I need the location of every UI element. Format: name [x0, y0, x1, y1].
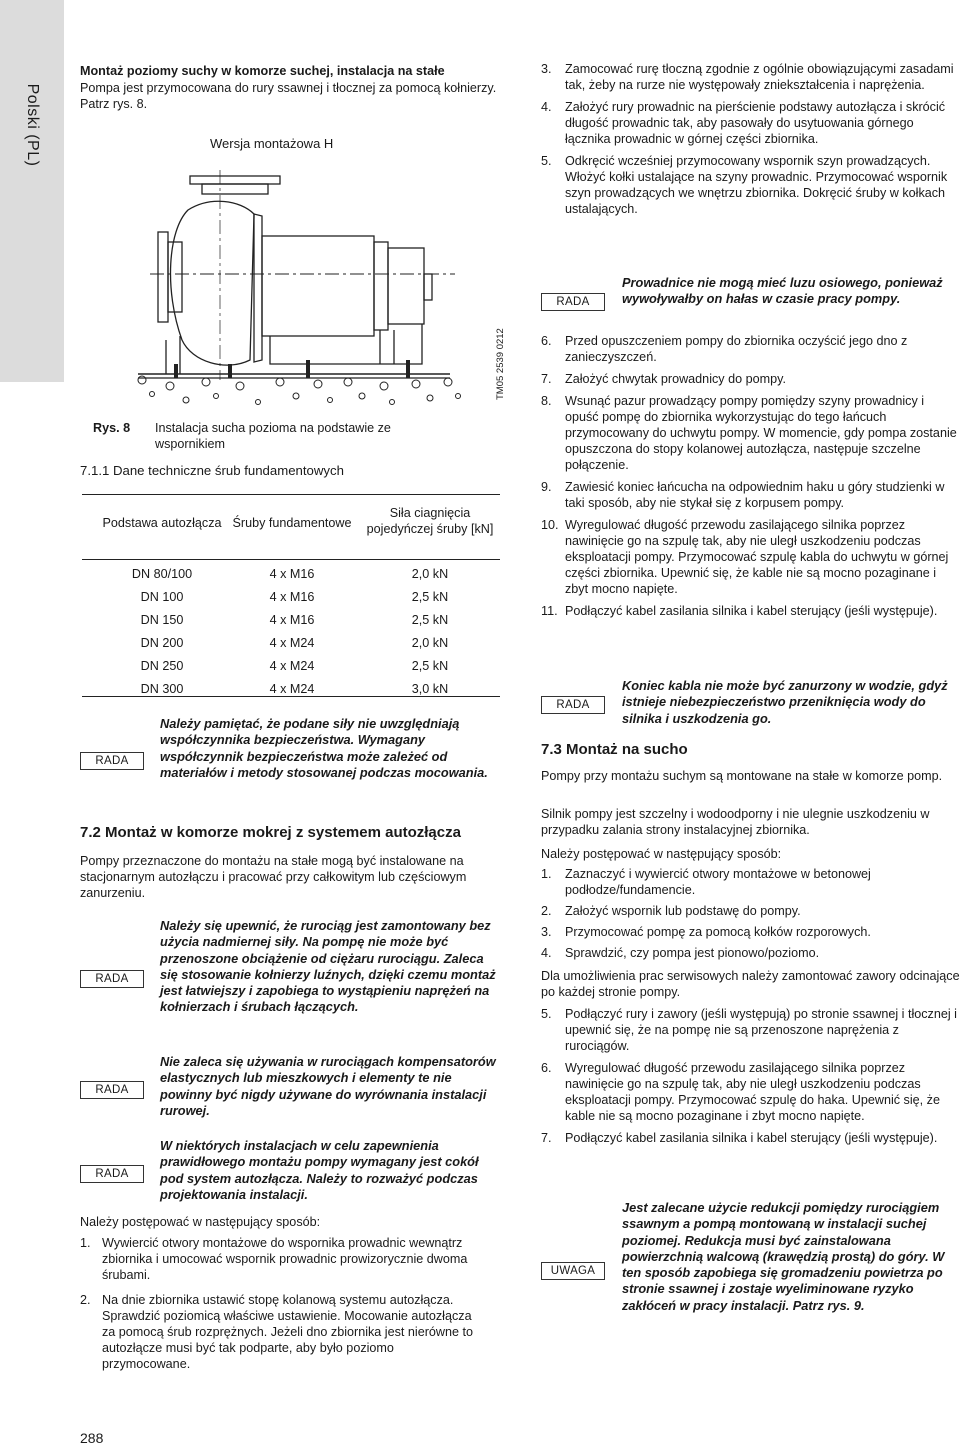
list-text: Wyregulować długość przewodu zasilającego silnika poprzez nawinięcie go na szpulę tak, aby nie uległ uszkodzeniu podczas eksploatacji pompy. Przymocować szpulę do haka. Upewnić się, że kable nie są mocno pozaginane i zbyt mocno napięte. [565, 1061, 940, 1123]
warning-text: W niektórych instalacjach w celu zapewnienia prawidłowego montażu pompy wymagany jest cokół pod system autozłącza. Należy to rozważyć podczas projektowania instalacji. [160, 1138, 479, 1202]
table-cell: 2,0 kN [411, 636, 449, 650]
list-number: 1. [541, 867, 552, 881]
list-number: 10. [541, 518, 559, 532]
warning-text: Nie zaleca się używania w rurociągach kompensatorów elastycznych lub mieszkowych i elementy te nie powinny być nigdy używane do wyrównania instalacji rurowej. [160, 1054, 496, 1118]
list-text: Zamocować rurę tłoczną zgodnie z ogólnie obowiązującymi zasadami tak, żeby na rurze nie występowały zniekształcenia i naprężenia. [565, 62, 954, 92]
paragraph: Dla umożliwienia prac serwisowych należy zamontować zawory odcinające po każdej stronie pompy. [541, 969, 960, 999]
list-number: 4. [541, 100, 552, 114]
list-item [541, 393, 960, 473]
pump-installation-drawing [130, 150, 470, 415]
page-number: 288 [80, 1430, 104, 1446]
table-top-rule [82, 494, 500, 495]
table-cell: 3,0 kN [411, 682, 449, 696]
list-item [541, 903, 960, 919]
table-header-rule [82, 559, 500, 560]
list-item [541, 866, 960, 898]
figure-label: Rys. 8 [93, 421, 131, 435]
list-number: 5. [541, 1007, 552, 1021]
table-cell: 4 x M24 [269, 682, 315, 696]
list-item [541, 924, 960, 940]
list-number: 4. [541, 946, 552, 960]
intro-title: Montaż poziomy suchy w komorze suchej, instalacja na stałe [80, 64, 445, 78]
list-text: Przymocować pompę za pomocą kołków rozporowych. [565, 925, 871, 939]
figure-caption: Instalacja sucha pozioma na podstawie ze wspornikiem [155, 421, 391, 451]
section-72-heading: 7.2 Montaż w komorze mokrej z systemem autozłącza [80, 824, 461, 841]
steps-list-a [541, 61, 960, 223]
figure-title: Wersja montażowa H [210, 136, 334, 151]
warning-tag: RADA [541, 696, 605, 714]
list-number: 3. [541, 925, 552, 939]
figure-code: TM05 2539 0212 [495, 328, 506, 400]
table-cell: DN 80/100 [131, 567, 193, 581]
list-number: 2. [541, 904, 552, 918]
list-number: 1. [80, 1236, 91, 1250]
language-tab-label: Polski (PL) [24, 83, 41, 167]
list-item [541, 1060, 960, 1124]
section-711-heading: 7.1.1 Dane techniczne śrub fundamentowych [80, 463, 344, 478]
list-number: 7. [541, 1131, 552, 1145]
warning-tag: UWAGA [541, 1262, 605, 1280]
list-item [541, 1006, 960, 1054]
list-item [80, 1292, 480, 1372]
table-header-force: Siła ciagnięcia pojedyńczej śruby [kN] [366, 506, 494, 536]
steps-list-b [541, 333, 960, 625]
list-number: 8. [541, 394, 552, 408]
list-text: Podłączyć kabel zasilania silnika i kabel sterujący (jeśli występuje). [565, 604, 938, 618]
steps-list-d [541, 1006, 960, 1152]
list-text: Zaznaczyć i wywiercić otwory montażowe w betonowej podłodze/fundamencie. [565, 867, 871, 897]
section-73-heading: 7.3 Montaż na sucho [541, 741, 688, 758]
table-cell: DN 150 [140, 613, 184, 627]
procedure-intro: Należy postępować w następujący sposób: [80, 1215, 321, 1229]
paragraph: Silnik pompy jest szczelny i wodoodporny i nie ulegnie uszkodzeniu w przypadku zalania strony instalacyjnej zbiornika. [541, 807, 930, 837]
table-cell: 4 x M16 [269, 590, 315, 604]
list-item [541, 61, 960, 93]
table-cell: DN 300 [140, 682, 184, 696]
list-number: 6. [541, 334, 552, 348]
warning-text: Należy się upewnić, że rurociąg jest zamontowany bez użycia nadmiernej siły. Na pompę nie może być przenoszone obciążenie od ciężaru rurociągu. Zaleca się stosowanie kołnierzy luźnych, dzięki czemu montaż jest łatwiejszy i zapobiega to wystąpieniu naprężeń na kołnierzach i śrubach łączących. [160, 918, 496, 1015]
list-item [541, 99, 960, 147]
list-text: Sprawdzić, czy pompa jest pionowo/poziomo. [565, 946, 820, 960]
table-cell: DN 200 [140, 636, 184, 650]
section-72-text: Pompy przeznaczone do montażu na stałe mogą być instalowane na stacjonarnym autozłączu i pracować przy całkowitym lub częściowym zanurzeniu. [80, 854, 467, 900]
table-cell: DN 250 [140, 659, 184, 673]
list-text: Założyć chwytak prowadnicy do pompy. [565, 372, 786, 386]
table-cell: 4 x M16 [269, 613, 315, 627]
list-number: 3. [541, 62, 552, 76]
list-number: 11. [541, 604, 558, 618]
list-number: 9. [541, 480, 552, 494]
warning-text: Jest zalecane użycie redukcji pomiędzy rurociągiem ssawnym a pompą montowaną w instalacji suchej poziomej. Redukcja musi być zainstalowana powierzchnią walcową (krawędzią prostą) do góry. W ten sposób zapobiega się gromadzeniu powietrza po stronie ssawnej i zostaje wyeliminowane ryzyko zakłóceń w pracy instalacji. Patrz rys. 9. [622, 1200, 945, 1313]
table-cell: 2,5 kN [411, 659, 449, 673]
list-text: Podłączyć rury i zawory (jeśli występują) po stronie ssawnej i tłocznej i upewnić się, że na pompę nie są przenoszone naprężenia z rurociągów. [565, 1007, 957, 1053]
warning-text: Koniec kabla nie może być zanurzony w wodzie, gdyż istnieje niebezpieczeństwo przeniknięcia wody do silnika i uszkodzenia go. [622, 678, 948, 726]
warning-text: Należy pamiętać, że podane siły nie uwzględniają współczynnika bezpieczeństwa. Wymagany współczynnik bezpieczeństwa może zależeć od materiałów i metody stosowanej podczas mocowania. [160, 716, 488, 780]
list-number: 7. [541, 372, 552, 386]
paragraph: Należy postępować w następujący sposób: [541, 847, 782, 861]
list-text: Na dnie zbiornika ustawić stopę kolanową systemu autozłącza. Sprawdzić poziomicą właściwe ustawienie. Mocowanie autozłącza za pomocą śrub rozprężnych. Jeżeli dno zbiornika jest nierówne to autozłącze musi być tak podparte, aby było poziomo przymocowane. [102, 1293, 474, 1371]
table-cell: 4 x M24 [269, 659, 315, 673]
list-number: 5. [541, 154, 552, 168]
list-text: Założyć rury prowadnic na pierścienie podstawy autozłącza i skrócić długość prowadnic tak, aby pasowały do usytuowania górnego łącznika prowadnic w górnej części zbiornika. [565, 100, 946, 146]
table-cell: 4 x M16 [269, 567, 315, 581]
list-item [541, 153, 960, 217]
table-cell: 2,5 kN [411, 613, 449, 627]
warning-tag: RADA [80, 1165, 144, 1183]
warning-tag: RADA [80, 752, 144, 770]
list-text: Wywiercić otwory montażowe do wspornika prowadnic wewnątrz zbiornika i umocować wspornik prowadnic prowizorycznie dwoma śrubami. [102, 1236, 468, 1282]
steps-list-c [541, 866, 960, 966]
table-header-bolts: Śruby fundamentowe [232, 516, 352, 530]
table-cell: 2,5 kN [411, 590, 449, 604]
list-text: Odkręcić wcześniej przymocowany wspornik szyn prowadzących. Włożyć kołki ustalające na szyny prowadnic. Przymocować wspornik szyn prowadzących we wnętrzu zbiornika. Dokręcić śruby w kołkach ustalających. [565, 154, 948, 216]
language-side-tab [0, 0, 64, 382]
intro-text: Pompa jest przymocowana do rury ssawnej i tłocznej za pomocą kołnierzy. Patrz rys. 8. [80, 81, 497, 111]
table-bottom-rule [82, 696, 500, 697]
paragraph: Pompy przy montażu suchym są montowane na stałe w komorze pomp. [541, 769, 943, 783]
list-item [541, 333, 960, 365]
list-number: 2. [80, 1293, 91, 1307]
list-item [541, 517, 960, 597]
table-cell: DN 100 [140, 590, 184, 604]
list-text: Wsunąć pazur prowadzący pompy pomiędzy szyny prowadnicy i opuść pompę do zbiornika wykorzystując do tego łańcuch przymocowany do uchwytu pompy. W momencie, gdy pompa zostanie opuszczona do stopy kolanowej autozłącza, następuje szczelne połączenie. [565, 394, 957, 472]
list-item [541, 371, 960, 387]
list-number: 6. [541, 1061, 552, 1075]
list-text: Założyć wspornik lub podstawę do pompy. [565, 904, 801, 918]
warning-text: Prowadnice nie mogą mieć luzu osiowego, ponieważ wywoływałby on hałas w czasie pracy pompy. [622, 275, 943, 307]
list-text: Wyregulować długość przewodu zasilającego silnika poprzez nawinięcie go na szpulę tak, aby nie uległ uszkodzeniu podczas eksploatacji pompy. Przymocować szpulę kabla do uchwytu w górnej części zbiornika. Upewnić się, że kable nie są mocno pozaginane i zbyt mocno napięte. [565, 518, 949, 596]
list-text: Podłączyć kabel zasilania silnika i kabel sterujący (jeśli występuje). [565, 1131, 938, 1145]
list-item [541, 945, 960, 961]
list-item [541, 479, 960, 511]
list-text: Zawiesić koniec łańcucha na odpowiednim haku u góry studzienki w taki sposób, aby nie stykał się z korpusem pompy. [565, 480, 945, 510]
warning-tag: RADA [541, 293, 605, 311]
list-item [541, 1130, 960, 1146]
list-text: Przed opuszczeniem pompy do zbiornika oczyścić jego dno z zanieczyszczeń. [565, 334, 908, 364]
list-item [541, 603, 960, 619]
list-item [80, 1235, 480, 1283]
table-cell: 4 x M24 [269, 636, 315, 650]
warning-tag: RADA [80, 970, 144, 988]
table-header-base: Podstawa autozłącza [102, 516, 222, 530]
table-cell: 2,0 kN [411, 567, 449, 581]
warning-tag: RADA [80, 1081, 144, 1099]
